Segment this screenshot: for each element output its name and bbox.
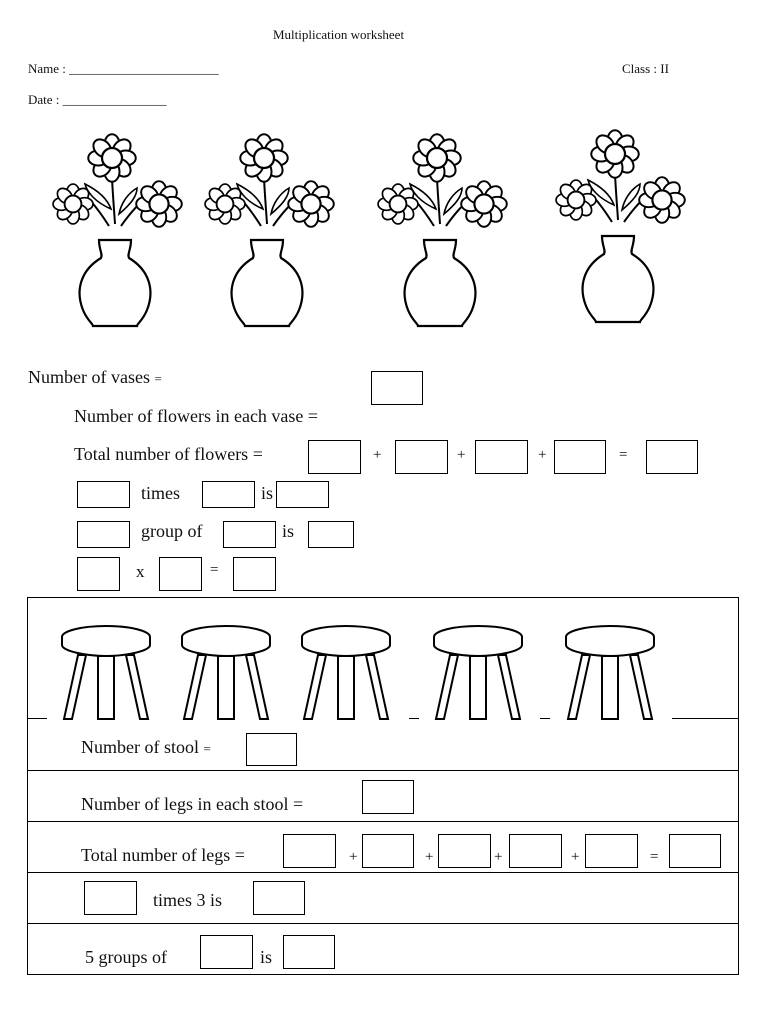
is-word: is bbox=[261, 483, 274, 503]
is-word: is bbox=[260, 947, 273, 967]
equals-sign: = bbox=[650, 849, 659, 865]
total-legs-label: Total number of legs = bbox=[81, 845, 245, 865]
plus-sign: + bbox=[538, 447, 547, 463]
vase-3 bbox=[378, 134, 507, 326]
multiply-product-box[interactable] bbox=[233, 557, 276, 591]
row-divider bbox=[27, 872, 739, 873]
plus-sign: + bbox=[373, 447, 382, 463]
row-divider-segment bbox=[27, 718, 47, 719]
name-field-label: Name : _______________________ bbox=[28, 61, 219, 76]
legs-addend-box-1[interactable] bbox=[283, 834, 336, 868]
legs-addend-box-4[interactable] bbox=[509, 834, 562, 868]
multiply-factor-box-2[interactable] bbox=[159, 557, 202, 591]
group-of-word: group of bbox=[141, 521, 203, 541]
stool-count-label: Number of stool = bbox=[81, 737, 211, 757]
times-product-box[interactable] bbox=[276, 481, 329, 508]
plus-sign: + bbox=[571, 849, 580, 865]
groups-product-box[interactable] bbox=[283, 935, 335, 969]
plus-sign: + bbox=[425, 849, 434, 865]
row-divider bbox=[27, 821, 739, 822]
legs-addend-box-5[interactable] bbox=[585, 834, 638, 868]
groups-size-box[interactable] bbox=[200, 935, 253, 969]
row-divider bbox=[27, 770, 739, 771]
vase-2 bbox=[205, 134, 334, 326]
group-size-box[interactable] bbox=[223, 521, 276, 548]
times-multiplier-box[interactable] bbox=[77, 481, 130, 508]
row-divider bbox=[27, 923, 739, 924]
legs-addend-box-3[interactable] bbox=[438, 834, 491, 868]
row-divider-segment bbox=[409, 718, 419, 719]
legs-addend-box-2[interactable] bbox=[362, 834, 414, 868]
total-flowers-label: Total number of flowers = bbox=[74, 444, 263, 464]
times-word: times bbox=[141, 483, 180, 503]
date-field-label: Date : ________________ bbox=[28, 92, 167, 107]
group-count-box[interactable] bbox=[77, 521, 130, 548]
flowers-addend-box-2[interactable] bbox=[395, 440, 448, 474]
equals-sign: = bbox=[210, 562, 219, 578]
vase-count-label: Number of vases = bbox=[28, 367, 162, 387]
flowers-addend-box-4[interactable] bbox=[554, 440, 606, 474]
worksheet-title: Multiplication worksheet bbox=[273, 27, 405, 42]
multiply-sign: x bbox=[136, 562, 145, 581]
times-three-is-phrase: times 3 is bbox=[153, 890, 223, 910]
legs-times-multiplier-box[interactable] bbox=[84, 881, 137, 915]
equals-sign: = bbox=[619, 447, 628, 463]
multiply-factor-box-1[interactable] bbox=[77, 557, 120, 591]
legs-times-product-box[interactable] bbox=[253, 881, 305, 915]
vase-count-answer-box[interactable] bbox=[371, 371, 423, 405]
plus-sign: + bbox=[494, 849, 503, 865]
is-word: is bbox=[282, 521, 295, 541]
stool-count-answer-box[interactable] bbox=[246, 733, 297, 766]
row-divider-segment bbox=[540, 718, 550, 719]
times-multiplicand-box[interactable] bbox=[202, 481, 255, 508]
plus-sign: + bbox=[457, 447, 466, 463]
legs-total-box[interactable] bbox=[669, 834, 721, 868]
flowers-total-box[interactable] bbox=[646, 440, 698, 474]
class-label: Class : II bbox=[622, 61, 669, 76]
flowers-addend-box-1[interactable] bbox=[308, 440, 361, 474]
group-product-box[interactable] bbox=[308, 521, 354, 548]
five-groups-of-phrase: 5 groups of bbox=[85, 947, 167, 967]
row-divider-segment bbox=[672, 718, 739, 719]
plus-sign: + bbox=[349, 849, 358, 865]
flowers-each-label: Number of flowers in each vase = bbox=[74, 406, 319, 426]
legs-each-answer-box[interactable] bbox=[362, 780, 414, 814]
vase-4 bbox=[556, 130, 685, 322]
legs-each-label: Number of legs in each stool = bbox=[81, 794, 304, 814]
vase-1 bbox=[53, 134, 182, 326]
flowers-addend-box-3[interactable] bbox=[475, 440, 528, 474]
